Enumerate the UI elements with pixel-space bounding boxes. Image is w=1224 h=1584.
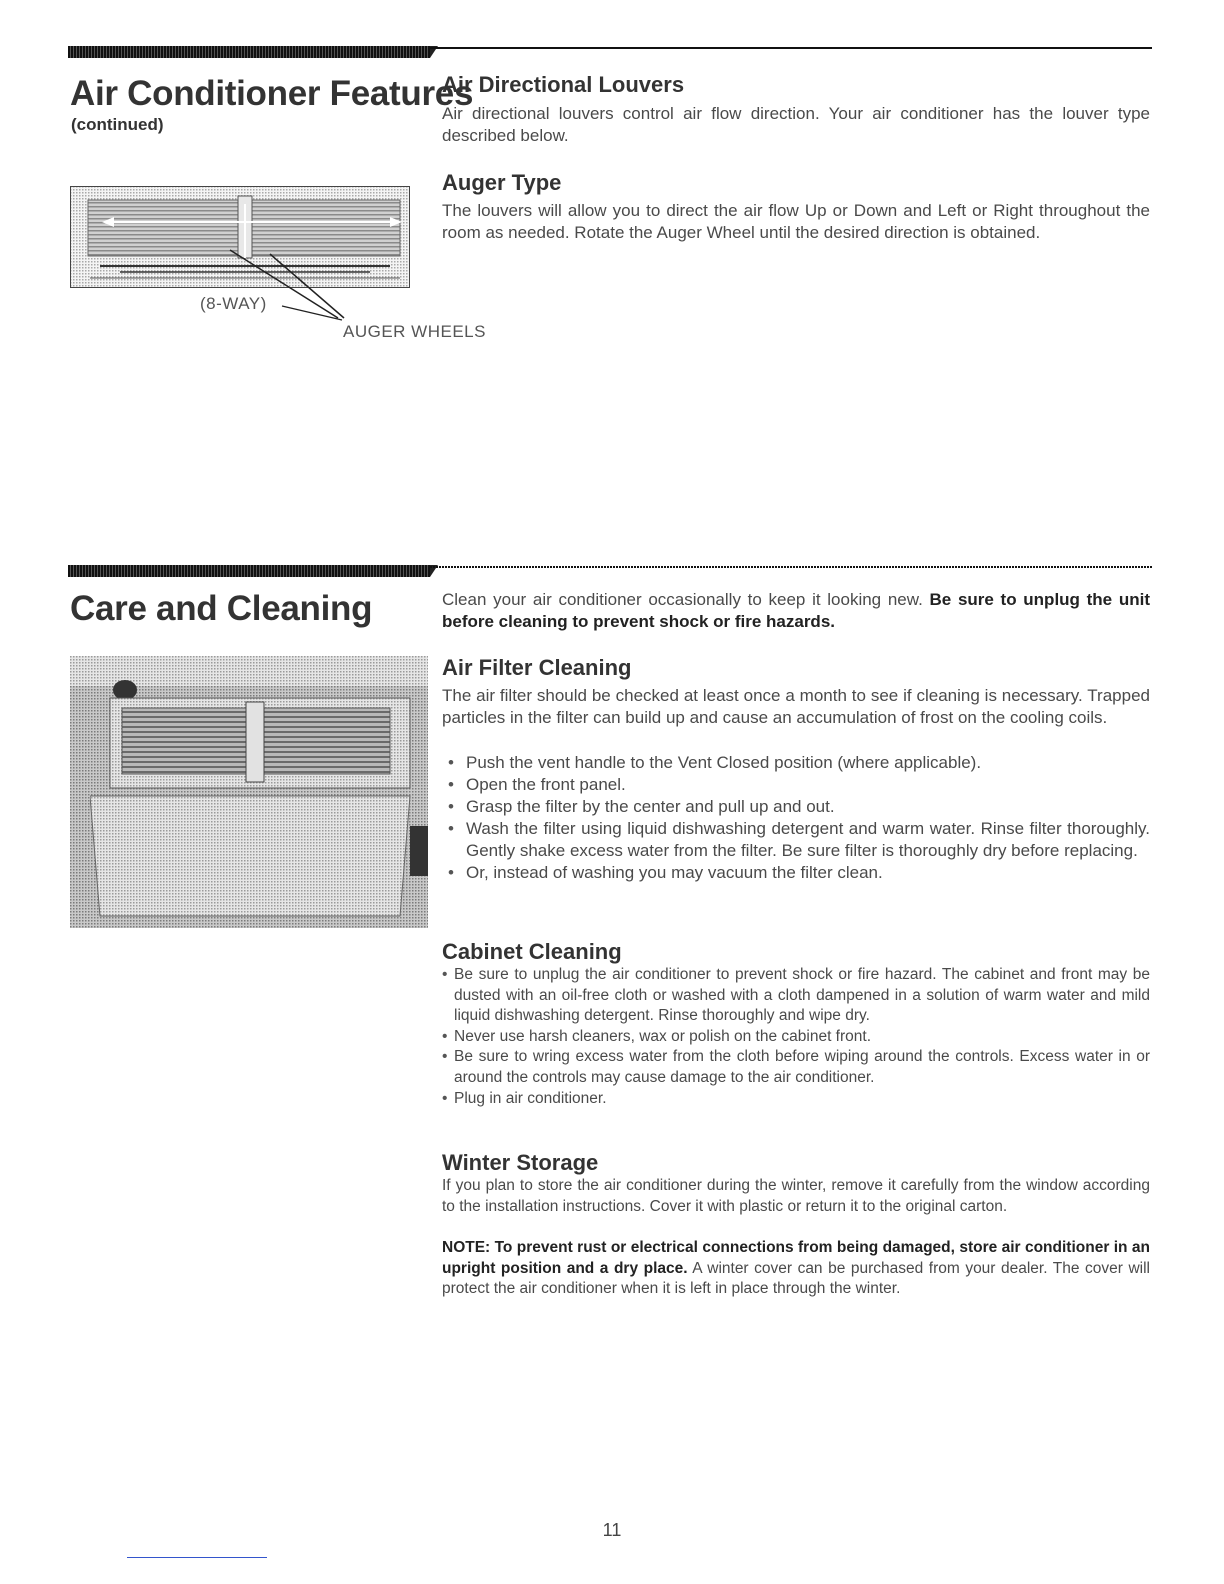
list-item: • Open the front panel. [442, 774, 1150, 796]
section-title-features: Air Conditioner Features [70, 74, 474, 113]
list-item: • Wash the filter using liquid dishwashing detergent and warm water. Rinse filter thoroughly. Gently shake excess water from the filter. Be sure filter is thoroughly dry before replacing. [442, 818, 1150, 862]
air-filter-steps [442, 752, 1150, 884]
list-item: • Plug in air conditioner. [442, 1089, 1150, 1110]
winter-text: If you plan to store the air conditioner during the winter, remove it carefully from the window according to the installation instructions. Cover it with plastic or return it to the original carton. [442, 1177, 1150, 1215]
list-item: • Grasp the filter by the center and pull up and out. [442, 796, 1150, 818]
louvers-heading: Air Directional Louvers [442, 72, 685, 97]
auger-heading: Auger Type [442, 170, 562, 195]
section-divider-care [68, 565, 1152, 577]
care-intro-warning: Be sure to unplug the unit before cleaning to prevent shock or fire hazards. [442, 590, 1150, 631]
winter-heading: Winter Storage [442, 1150, 599, 1175]
list-item: • Never use harsh cleaners, wax or polish on the cabinet front. [442, 1027, 1150, 1048]
care-intro [442, 589, 1150, 633]
care-intro-text: Clean your air conditioner occasionally to keep it looking new. [442, 590, 923, 609]
list-item: • Or, instead of washing you may vacuum the filter clean. [442, 862, 1150, 884]
winter-note-bold: NOTE: To prevent rust or electrical connections from being damaged, store air conditioner in an upright position and a dry place. [442, 1239, 1150, 1277]
list-item: • Push the vent handle to the Vent Closed position (where applicable). [442, 752, 1150, 774]
footer-rule [127, 1557, 267, 1558]
winter-note [442, 1238, 1150, 1300]
section-title-care: Care and Cleaning [70, 589, 373, 628]
winter-note-text: A winter cover can be purchased from your dealer. The cover will protect the air conditioner when it is left in place through the winter. [442, 1259, 1150, 1298]
air-filter-heading: Air Filter Cleaning [442, 655, 632, 680]
section-divider-features [68, 46, 1152, 58]
figure-label-8way: (8-WAY) [200, 294, 267, 313]
cabinet-steps [442, 965, 1150, 1109]
page-number: 11 [602, 1520, 622, 1540]
auger-leader-lines [220, 240, 370, 330]
figure-label-auger-wheels: AUGER WHEELS [343, 322, 486, 341]
list-item: • Be sure to wring excess water from the cloth before wiping around the controls. Excess water in or around the controls may cause damage to the air conditioner. [442, 1047, 1150, 1088]
section-subtitle: (continued) [71, 115, 164, 134]
cabinet-heading: Cabinet Cleaning [442, 939, 622, 964]
auger-text: The louvers will allow you to direct the air flow Up or Down and Left or Right throughout the room as needed. Rotate the Auger Wheel until the desired direction is obtained. [442, 201, 1150, 242]
air-conditioner-photo [70, 656, 428, 928]
air-filter-text: The air filter should be checked at least once a month to see if cleaning is necessary. Trapped particles in the filter can build up and cause an accumulation of frost on the cooling coils. [442, 686, 1150, 727]
list-item: • Be sure to unplug the air conditioner to prevent shock or fire hazard. The cabinet and front may be dusted with an oil-free cloth or washed with a cloth dampened in a solution of warm water and mild liquid dishwashing detergent. Rinse thoroughly and wipe dry. [442, 965, 1150, 1027]
louvers-text: Air directional louvers control air flow direction. Your air conditioner has the louver type described below. [442, 104, 1150, 145]
